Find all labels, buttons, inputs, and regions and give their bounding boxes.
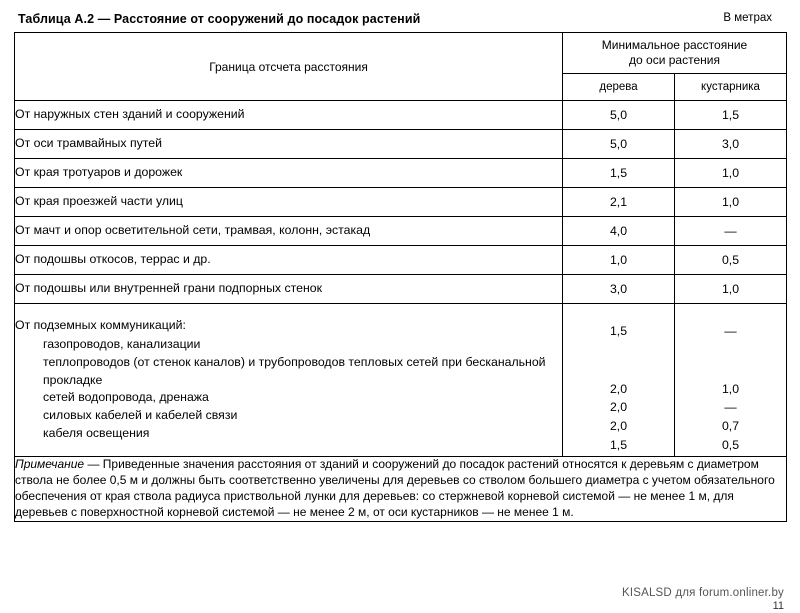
row-label: От подошвы откосов, террас и др. [15,246,563,275]
header-distance-group [563,33,787,74]
row-tree-value: 5,0 [563,130,675,159]
underground-item-tree: 1,5 [609,438,628,452]
row-label: От края проезжей части улиц [15,188,563,217]
underground-tree-values [563,304,675,457]
underground-item-shrub: — [724,400,737,414]
row-label: От наружных стен зданий и сооружений [15,101,563,130]
row-shrub-value: 1,0 [675,275,787,304]
underground-item-tree: 2,0 [609,382,628,397]
row-label: От мачт и опор осветительной сети, трамвая, колонн, эстакад [15,217,563,246]
row-label: От подошвы или внутренней грани подпорных стенок [15,275,563,304]
underground-label-cell [15,304,563,457]
table-row [15,217,787,246]
row-shrub-value: 1,0 [675,159,787,188]
units-label: В метрах [723,12,772,24]
watermark: KISALSD для forum.onliner.by [621,587,784,599]
row-shrub-value: 1,5 [675,101,787,130]
table-row-underground [15,304,787,457]
header-shrub: кустарника [675,74,787,101]
note-lead: Примечание [15,457,85,471]
row-tree-value: 4,0 [563,217,675,246]
underground-item-label: кабеля освещения [43,426,150,441]
page-title: Таблица А.2 — Расстояние от сооружений до посадок растений [18,12,421,26]
distance-table [14,32,787,522]
table-row [15,275,787,304]
note-cell [15,457,787,522]
row-shrub-value: 3,0 [675,130,787,159]
row-shrub-value: — [675,217,787,246]
note-text: — Приведенные значения расстояния от зданий и сооружений до посадок растений относятся к деревьям с диаметром ствола не более 0,5 м и должны быть соответственно увеличены для деревьев со стволом большего диаметра с учетом обязательного обеспечения от края ствола радиуса приствольной лунки для деревьев: со стержневой корневой системой — не менее 1 м, для деревьев с поверхностной корневой системой — не менее 2 м, от оси кустарников — не менее 1 м. [15,457,775,519]
page-number: 11 [772,600,784,612]
underground-item-label: сетей водопровода, дренажа [43,390,209,405]
table-header-row [15,33,787,74]
row-label: От оси трамвайных путей [15,130,563,159]
underground-item-tree: 2,0 [609,419,628,433]
underground-item-shrub: — [724,324,737,338]
underground-item-label: газопроводов, канализации [43,336,201,351]
table-row [15,188,787,217]
header-distance-line1: Минимальное расстояние [601,38,748,52]
header-distance-line2: до оси растения [629,53,720,67]
row-tree-value: 5,0 [563,101,675,130]
underground-shrub-values [675,304,787,457]
header-boundary-column: Граница отсчета расстояния [15,33,563,101]
table-row [15,130,787,159]
row-label: От края тротуаров и дорожек [15,159,563,188]
underground-item-shrub: 0,5 [721,438,740,452]
row-shrub-value: 0,5 [675,246,787,275]
table-row [15,101,787,130]
table-row [15,159,787,188]
underground-item-shrub: 0,7 [721,419,740,433]
row-tree-value: 2,1 [563,188,675,217]
underground-item-label: силовых кабелей и кабелей связи [43,408,238,423]
row-tree-value: 1,5 [563,159,675,188]
underground-item-tree: 2,0 [609,400,628,414]
table-row [15,246,787,275]
underground-item-tree: 1,5 [609,324,628,338]
row-tree-value: 1,0 [563,246,675,275]
underground-item-label: теплопроводов (от стенок каналов) и трубопроводов тепловых сетей при бесканальной прокладке [43,354,546,387]
underground-heading: От подземных коммуникаций: [15,318,186,333]
table-note-row [15,457,787,522]
header-tree: дерева [563,74,675,101]
underground-item-shrub: 1,0 [721,382,740,397]
row-shrub-value: 1,0 [675,188,787,217]
title-row [18,12,786,26]
row-tree-value: 3,0 [563,275,675,304]
